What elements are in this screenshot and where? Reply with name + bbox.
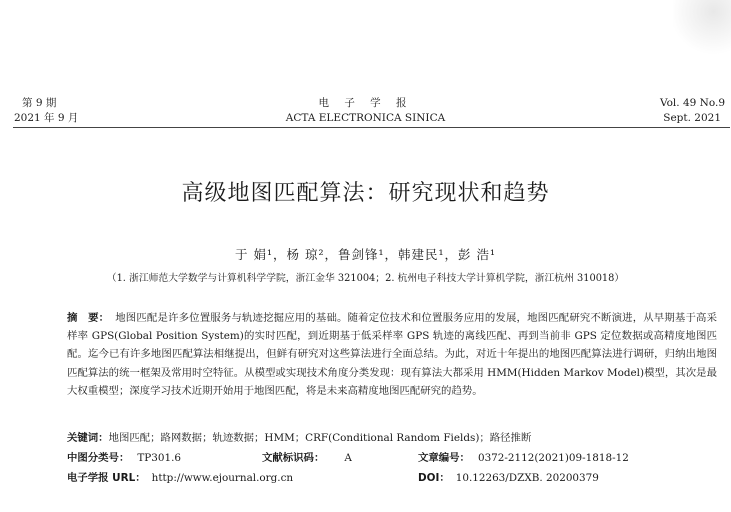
doi-line — [418, 472, 599, 485]
clc-label: 中图分类号： — [67, 452, 130, 464]
article-number-label: 文章编号： — [418, 452, 470, 464]
doi-value[interactable]: 10.12263/DZXB. 20200379 — [455, 472, 599, 484]
clc-value: TP301.6 — [137, 452, 182, 464]
url-label: 电子学报 URL： — [67, 472, 146, 484]
keywords-value: 地图匹配；路网数据；轨迹数据；HMM；CRF(Conditional Random Fields)；路径推断 — [108, 432, 532, 444]
keywords-line — [67, 432, 531, 445]
article-number-value: 0372-2112(2021)09-1818-12 — [477, 452, 629, 464]
issue-date-cn: 2021 年 9 月 — [14, 112, 79, 124]
clc-line — [67, 452, 181, 465]
doc-code-label: 文献标识码： — [262, 452, 325, 464]
doc-code-value: A — [344, 452, 352, 464]
corner-watermark — [673, 0, 731, 58]
abstract-label: 摘 要： — [67, 312, 110, 324]
article-number-line — [418, 452, 629, 465]
author-affiliations: （1. 浙江师范大学数学与计算机科学学院，浙江金华 321004；2. 杭州电子科技大学计算机学院，浙江杭州 310018） — [106, 273, 625, 284]
issue-number: 第 9 期 — [22, 97, 57, 109]
url-value[interactable]: http://www.ejournal.org.cn — [151, 472, 294, 484]
keywords-label: 关键词： — [67, 432, 109, 444]
issue-date-en: Sept. 2021 — [663, 112, 721, 124]
abstract-text: 地图匹配是许多位置服务与轨迹挖掘应用的基础。随着定位技术和位置服务应用的发展，地图匹配研究不断演进，从早期基于高采样率 GPS(Global Position System)的实时匹配，到近期基于低采样率 GPS 轨迹的离线匹配、再到当前非 GPS 定位数据或高精度地图匹配。迄今已有许多地图匹配算法相继提出，但鲜有研究对这些算法进行全面总结。为此，对近十年提出的地图匹配算法进行调研，归纳出地图匹配算法的统一框架及常用时空特征。从模型或实现技术角度分类发现：现有算法大都采用 HMM(Hidden Markov Model)模型，其次是最大权重模型；深度学习技术近期开始用于地图匹配，将是未来高精度地图匹配研究的趋势。 — [67, 312, 718, 397]
journal-name-cn: 电 子 学 报 — [318, 97, 413, 109]
url-line — [67, 472, 293, 485]
paper-title: 高级地图匹配算法：研究现状和趋势 — [181, 181, 550, 206]
header-rule — [13, 127, 730, 128]
doi-label: DOI： — [418, 472, 450, 484]
journal-name-en: ACTA ELECTRONICA SINICA — [285, 112, 446, 124]
volume-number: Vol. 49 No.9 — [659, 97, 725, 109]
doc-code-line — [262, 452, 352, 465]
abstract — [67, 309, 717, 400]
author-list: 于 娟¹，杨 琼²，鲁剑锋¹，韩建民¹，彭 浩¹ — [235, 247, 496, 262]
